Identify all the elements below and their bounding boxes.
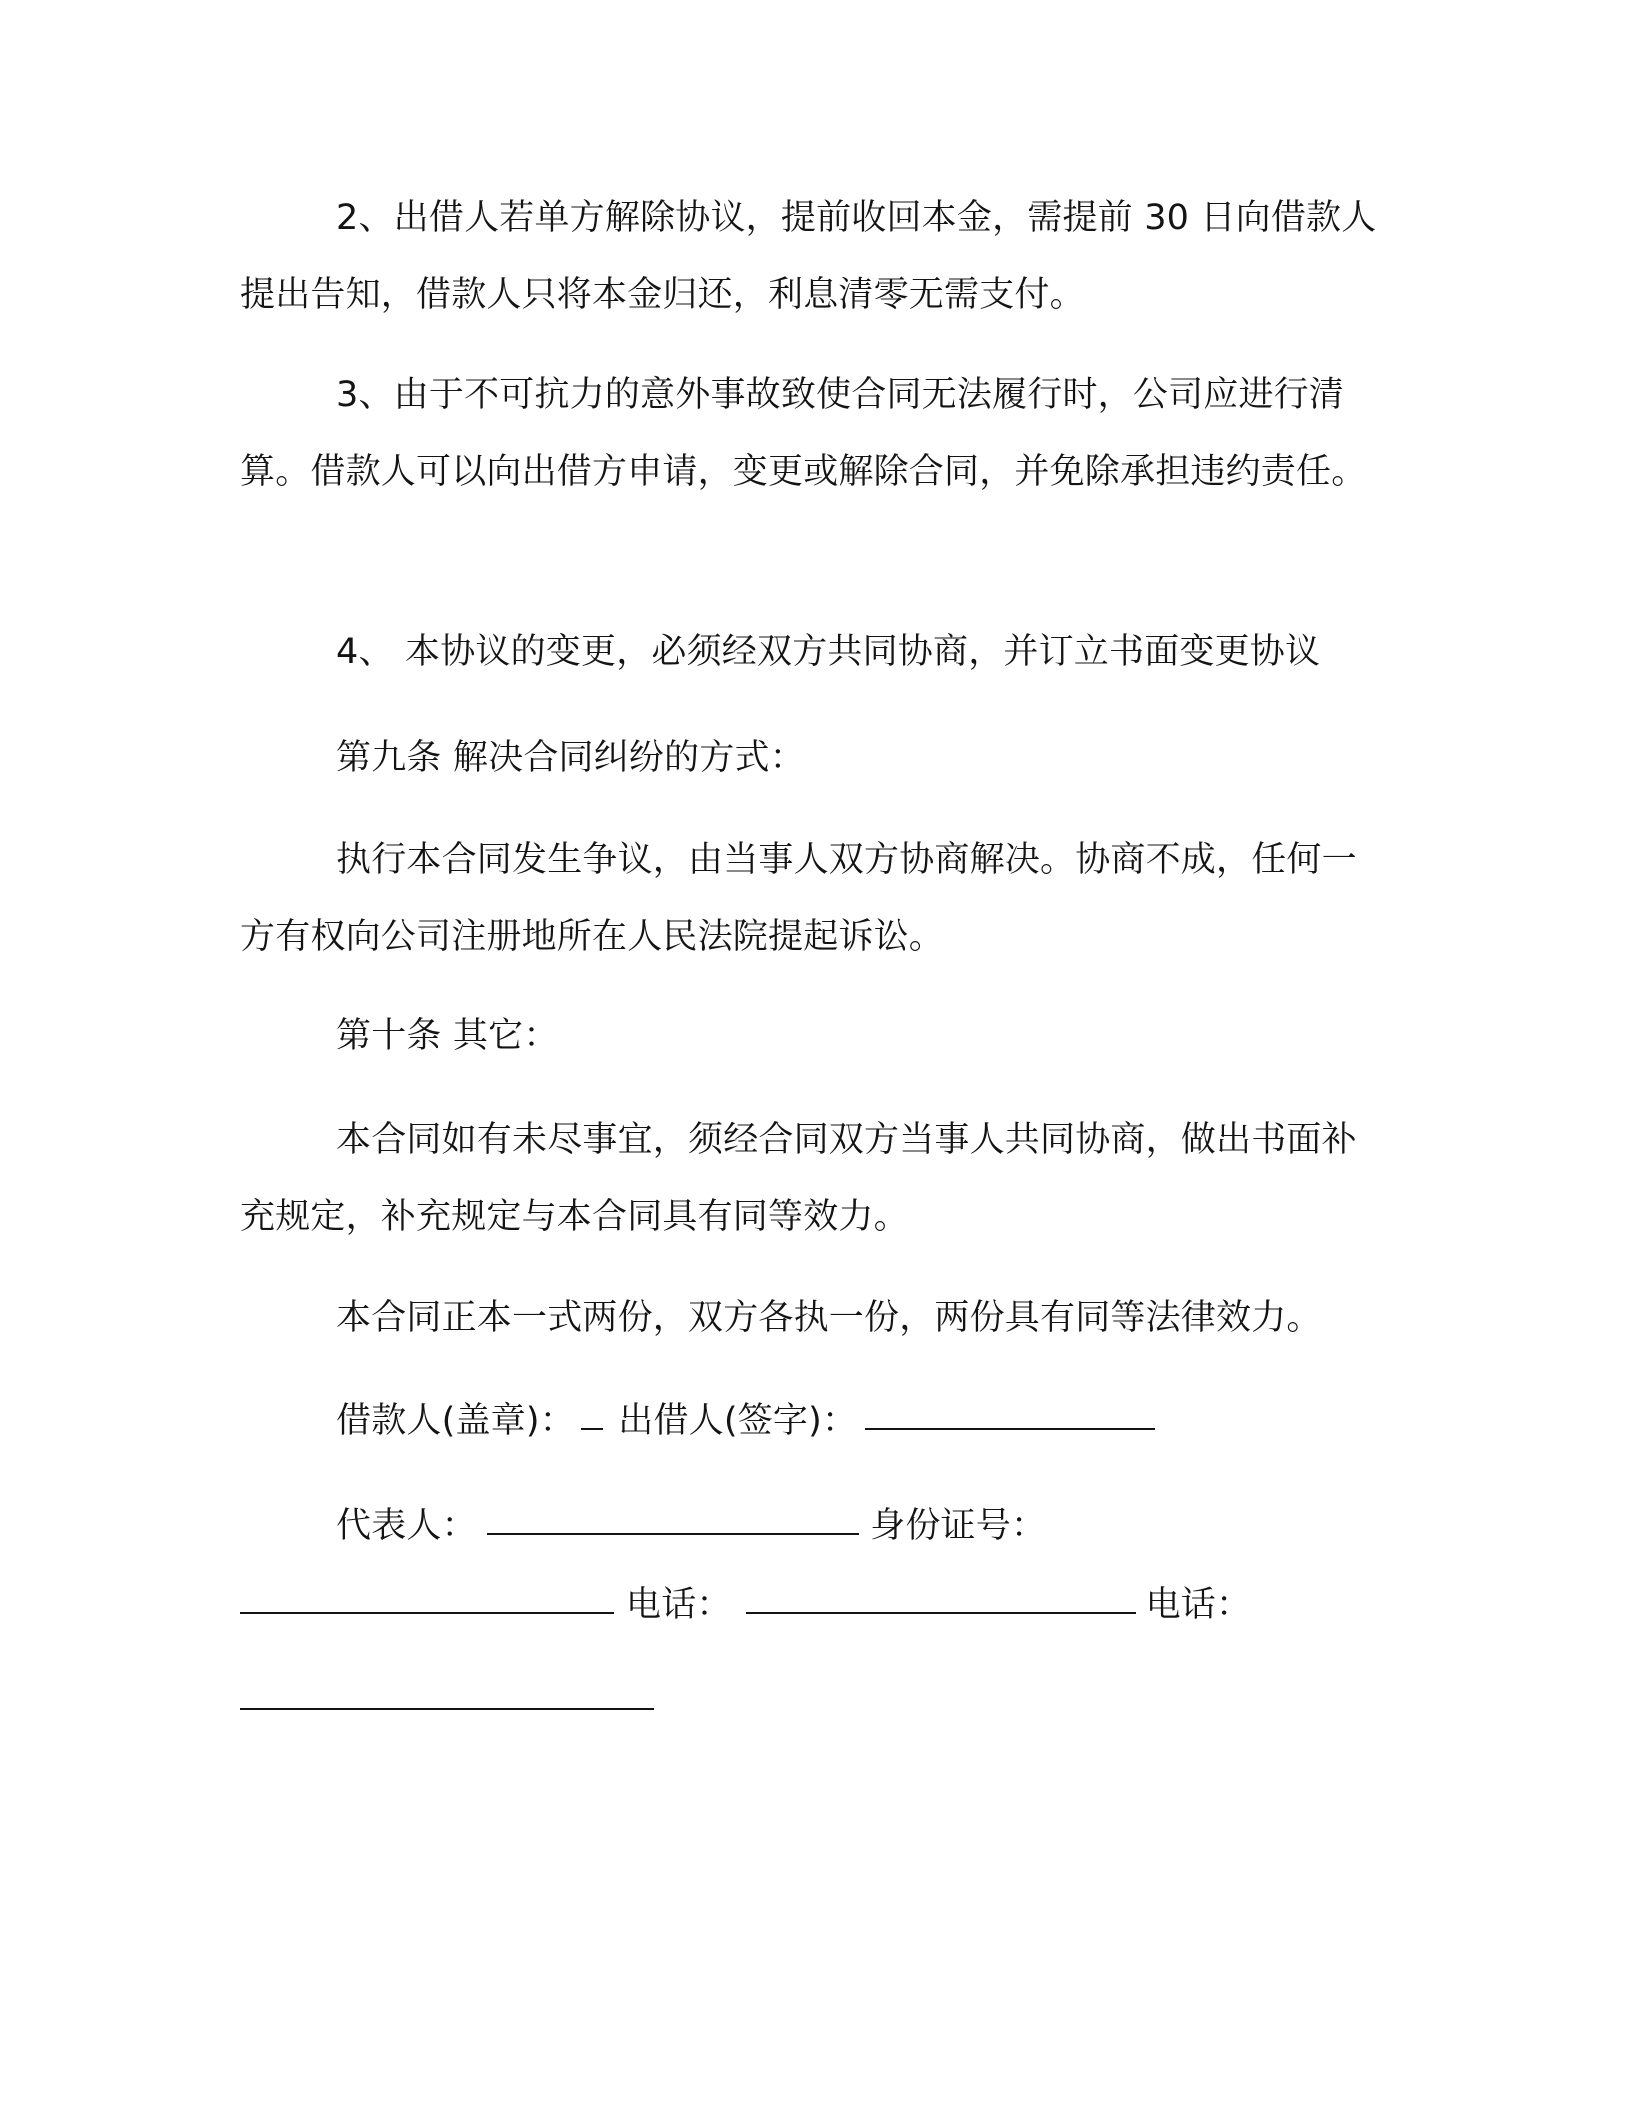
phone-label-1: 电话：: [626, 1585, 732, 1625]
phone-blank-2: [240, 1708, 654, 1710]
signature-line-1: [336, 1383, 1155, 1460]
clause-2-paragraph: 2、出借人若单方解除协议，提前收回本金，需提前 30 日向借款人提出告知，借款人只将本金归还，利息清零无需支付。: [240, 198, 1377, 315]
article-9-body: 执行本合同发生争议，由当事人双方协商解决。协商不成，任何一方有权向公司注册地所在人民法院提起诉讼。: [240, 840, 1357, 957]
lender-blank: [865, 1428, 1155, 1430]
clause-3-paragraph: 3、由于不可抗力的意外事故致使合同无法履行时，公司应进行清算。借款人可以向出借方申请，变更或解除合同，并免除承担违约责任。: [240, 375, 1367, 492]
article-9-heading: 第九条 解决合同纠纷的方式：: [336, 738, 805, 778]
signature-line-2: [336, 1488, 1046, 1565]
representative-label: 代表人：: [336, 1506, 477, 1546]
clause-4-paragraph: 4、 本协议的变更，必须经双方共同协商，并订立书面变更协议: [336, 632, 1321, 672]
lender-label: 出借人(签字)：: [618, 1401, 858, 1441]
id-number-blank: [240, 1612, 614, 1614]
representative-blank: [487, 1533, 859, 1535]
phone-blank-1: [746, 1612, 1136, 1614]
id-number-label: 身份证号：: [870, 1506, 1047, 1546]
borrower-blank: [581, 1428, 603, 1430]
phone-label-2: 电话：: [1145, 1585, 1252, 1625]
signature-line-4: [240, 1663, 654, 1740]
borrower-label: 借款人(盖章)：: [336, 1401, 575, 1441]
signature-line-3: [240, 1567, 1251, 1644]
article-10-heading: 第十条 其它：: [336, 1016, 559, 1056]
article-10-body-1: 本合同如有未尽事宜，须经合同双方当事人共同协商，做出书面补充规定，补充规定与本合同具有同等效力。: [240, 1120, 1357, 1237]
article-10-body-2: 本合同正本一式两份，双方各执一份，两份具有同等法律效力。: [336, 1298, 1322, 1338]
